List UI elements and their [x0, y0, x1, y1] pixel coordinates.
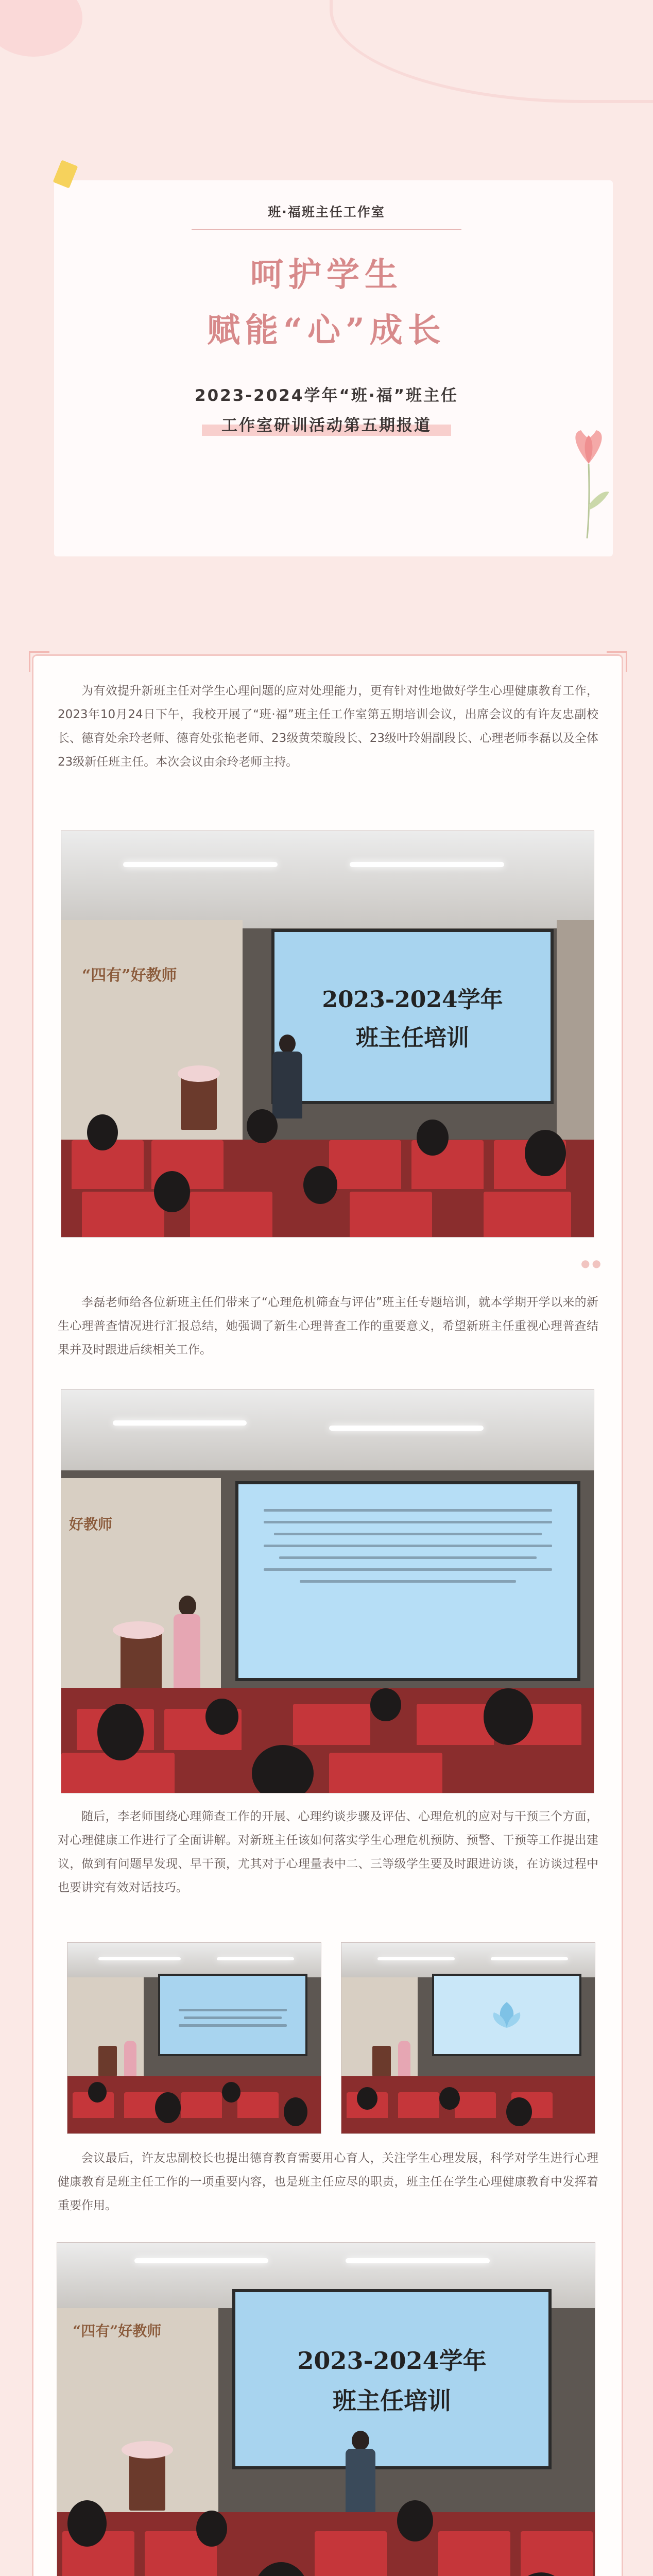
header-wave-decoration: [330, 0, 653, 103]
studio-name: 班·福班主任工作室: [268, 205, 385, 219]
projector-screen: [232, 2289, 552, 2469]
photo-meeting-2: [61, 1389, 594, 1793]
tulip-icon: [560, 428, 617, 541]
corner-decoration: [607, 651, 627, 672]
header-blob-decoration: [0, 0, 82, 57]
projector-screen: [158, 1974, 307, 2056]
screen-subtitle: 班主任培训: [333, 2387, 451, 2415]
photo-meeting-3b: [341, 1942, 595, 2134]
title-line-2: 赋能“心”成长: [207, 311, 446, 350]
header-card: [54, 180, 613, 556]
studio-underline: [192, 229, 461, 230]
screen-title: 2023-2024学年: [322, 987, 503, 1013]
screen-title: 2023-2024学年: [297, 2347, 487, 2375]
wall-slogan: 好教师: [69, 1516, 113, 1533]
projector-screen-document: [235, 1481, 580, 1681]
paragraph-closing-remarks: 会议最后，许友忠副校长也提出德育教育需要用心育人，关注学生心理发展，科学对学生进行心理健康教育是班主任工作的一项重要内容，也是班主任应尽的职责，班主任在学生心理健康教育中发挥着重要作用。: [58, 2151, 598, 2212]
paragraph-lecture: 李磊老师给各位新班主任们带来了“心理危机筛查与评估”班主任专题培训，就本学期开学以来的新生心理普查情况进行汇报总结，她强调了新生心理普查工作的重要意义，希望新班主任重视心理普查结果并及时跟进后续相关工作。: [58, 1296, 598, 1357]
paragraph-intro: 为有效提升新班主任对学生心理问题的应对处理能力，更有针对性地做好学生心理健康教育工作，2023年10月24日下午，我校开展了“班·福”班主任工作室第五期培训会议，出席会议的有许友忠副校长、德育处余玲老师、德育处张艳老师、23级黄荣璇段长、23级叶玲娟副段长、心理老师李磊以及全体23级新任班主任。本次会议由余玲老师主持。: [58, 684, 598, 769]
lotus-icon: [489, 1999, 525, 2030]
photo-meeting-3a: [67, 1942, 321, 2134]
screen-subtitle: 班主任培训: [356, 1025, 469, 1051]
projector-screen: [432, 1974, 581, 2056]
dots-decoration: ●●: [581, 1257, 603, 1269]
photo-meeting-4: [57, 2242, 595, 2576]
projector-screen: [271, 929, 554, 1104]
subtitle-line-2: 工作室研训活动第五期报道: [221, 416, 432, 435]
photo-meeting-1: [61, 831, 594, 1238]
corner-decoration: [29, 651, 49, 672]
subtitle-line-1: 2023-2024学年“班·福”班主任: [195, 386, 458, 405]
wall-slogan: “四有”好教师: [73, 2323, 162, 2340]
wall-slogan: “四有”好教师: [82, 967, 177, 985]
paragraph-details: 随后，李老师围绕心理筛查工作的开展、心理约谈步骤及评估、心理危机的应对与干预三个方面，对心理健康工作进行了全面讲解。对新班主任该如何落实学生心理危机预防、预警、干预等工作提出建议，做到有问题早发现、早干预，尤其对于心理量表中二、三等级学生要及时跟进访谈，在访谈过程中也要讲究有效对话技巧。: [58, 1810, 598, 1894]
title-line-1: 呵护学生: [250, 256, 403, 294]
